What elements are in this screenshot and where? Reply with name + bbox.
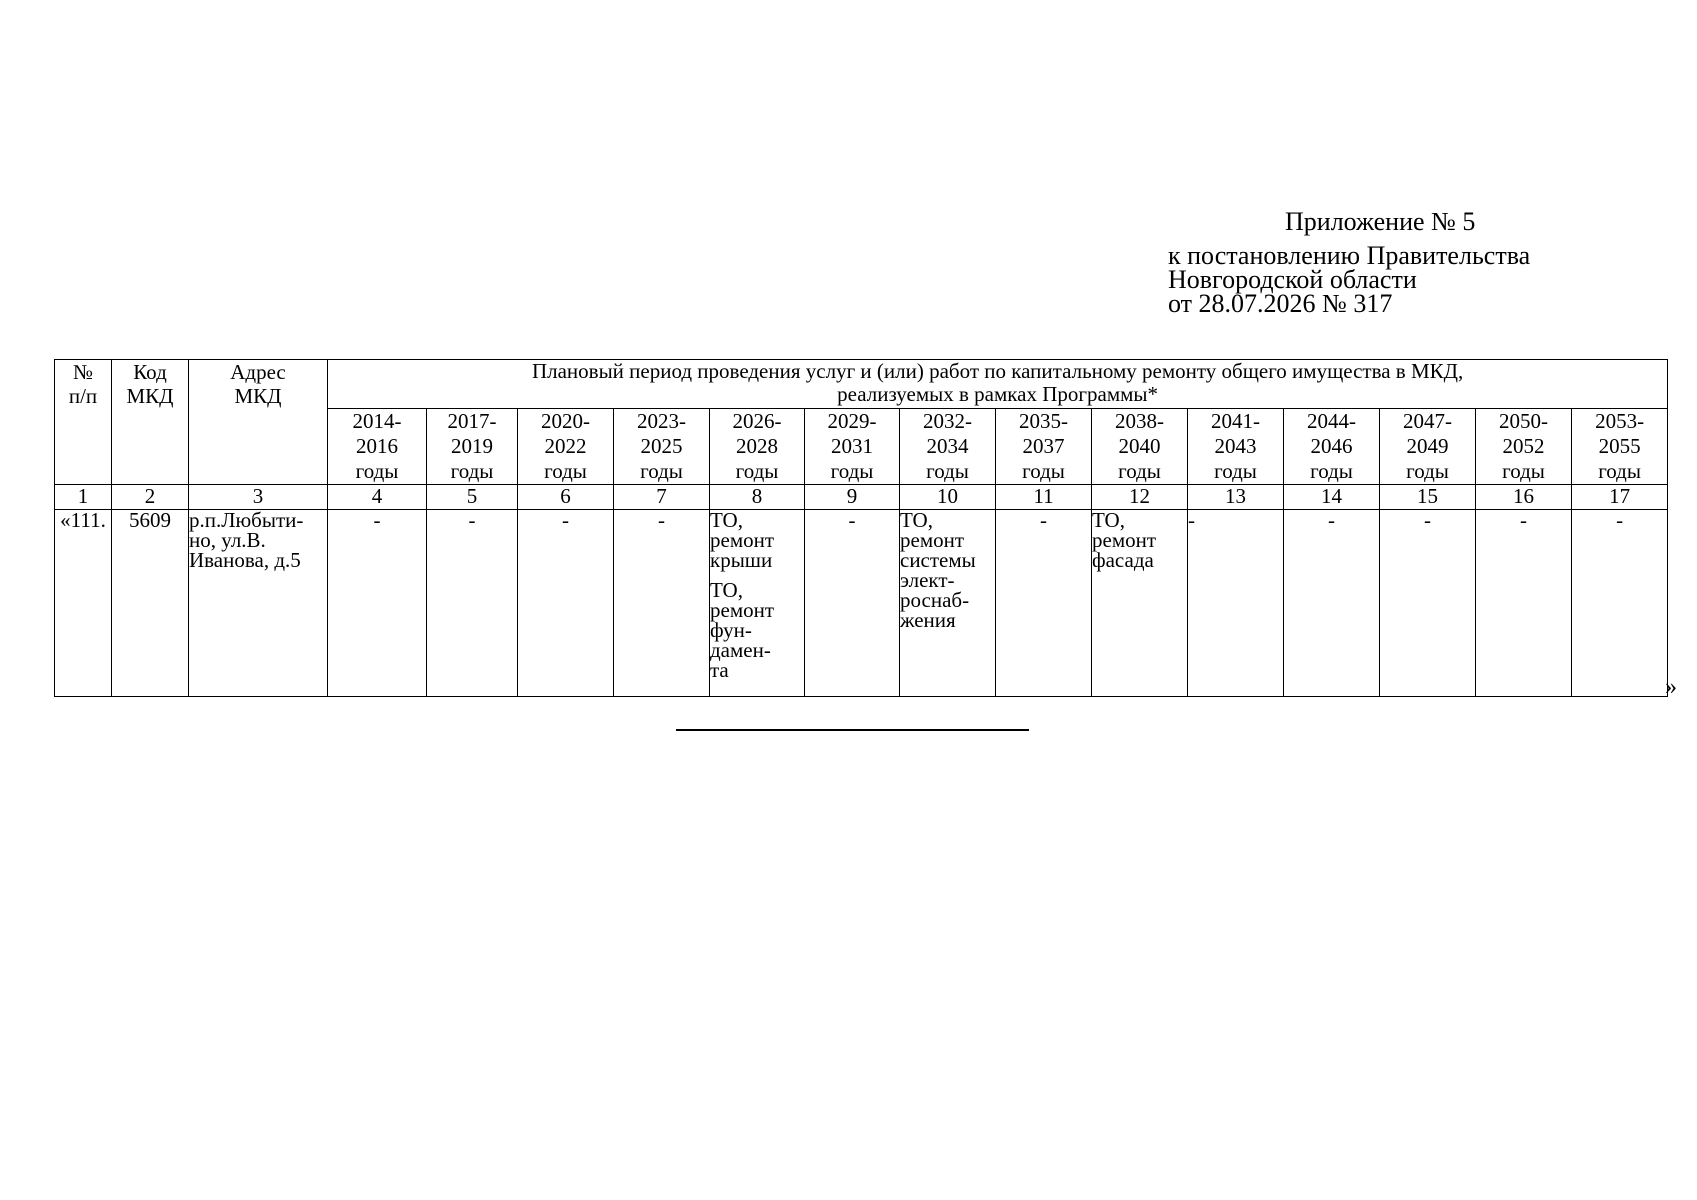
work-line: системы [900,548,976,572]
period-header-line: годы [1502,459,1545,483]
period-header-line: 2025 [640,434,683,458]
column-number: 9 [805,485,900,510]
period-cell [614,510,710,697]
period-header-line: 2022 [544,434,587,458]
column-number: 8 [710,485,805,510]
period-header-line: годы [355,459,399,483]
period-header [900,409,996,485]
period-header-line: 2053- [1595,409,1645,433]
row-code: 5609 [112,510,189,697]
period-header-line: 2047- [1403,409,1452,433]
column-number: 5 [427,485,518,510]
col-head-num: № п/п [55,360,112,485]
work-line: элект- [900,568,955,592]
work-line: жения [900,608,956,632]
annex-title: Приложение № 5 [1285,207,1476,236]
period-cell [1476,510,1572,697]
closing-quote: » [1665,674,1677,700]
column-number: 14 [1284,485,1380,510]
annex-line-2: Новгородской области [1168,265,1417,294]
period-header-line: годы [1022,459,1065,483]
work-line: фун- [710,618,752,642]
column-number: 6 [518,485,614,510]
period-cell [1188,510,1284,697]
period-header-line: 2052 [1502,434,1545,458]
period-header-line: 2043 [1214,434,1257,458]
column-number: 16 [1476,485,1572,510]
column-number: 7 [614,485,710,510]
period-header [328,409,427,485]
period-cell [710,510,805,697]
work-line: ремонт [1092,528,1157,552]
column-number: 4 [328,485,427,510]
period-header-line: годы [1406,459,1449,483]
col-head-code: Код МКД [112,360,189,485]
period-header [1380,409,1476,485]
work-line: та [710,658,729,682]
column-number: 2 [112,485,189,510]
work-line: ремонт [710,528,775,552]
work-line: дамен- [710,638,771,662]
work-line: фасада [1092,548,1154,572]
work-line: крыши [710,548,773,572]
period-header [1572,409,1668,485]
work-line: ТО, [710,578,743,602]
col-head-address: Адрес МКД [189,360,328,485]
period-header [1284,409,1380,485]
period-header-line: 2023- [637,409,686,433]
address-line: р.п.Любыти- [189,509,304,532]
address-line: но, ул.В. [189,528,266,552]
period-header-line: 2029- [827,409,877,433]
period-header-line: 2019 [451,434,493,458]
period-header [996,409,1092,485]
work-line: ТО, [900,509,933,532]
period-header-line: 2049 [1406,434,1449,458]
period-header-line: 2028 [736,434,778,458]
column-number: 12 [1092,485,1188,510]
period-cell [1092,510,1188,697]
work-line: ремонт [900,528,965,552]
period-header [1476,409,1572,485]
period-header-line: 2050- [1499,409,1548,433]
period-header-line: 2031 [831,434,873,458]
period-title: Плановый период проведения услуг и (или) работ по капитальному ремонту общего имущества в МКД, реализуемых в рамках Программы* [328,360,1668,409]
period-header-line: 2017- [447,409,497,433]
period-header-line: 2032- [923,409,972,433]
period-cell [805,510,900,697]
period-header [1092,409,1188,485]
work-line: ТО, [1092,509,1125,532]
work-line: - [658,509,665,532]
work-line: - [1616,509,1624,532]
period-header-line: годы [544,459,587,483]
capital-repair-table [54,359,1668,697]
period-header-line: годы [1310,459,1353,483]
period-header-line: 2046 [1310,434,1353,458]
annex-line-3: от 28.07.2026 № 317 [1168,289,1393,318]
work-line: роснаб- [900,588,970,612]
period-header [1188,409,1284,485]
period-header-line: 2038- [1115,409,1164,433]
row-num: «111. [55,510,112,697]
annex-line-1: к постановлению Правительства [1168,241,1531,270]
column-number: 3 [189,485,328,510]
period-header [710,409,805,485]
period-cell [1284,510,1380,697]
footer-rule [676,729,1029,731]
header-row-column-numbers [55,485,1668,510]
row-address [189,510,328,697]
period-header [427,409,518,485]
period-header-line: годы [830,459,874,483]
period-header-line: 2026- [732,409,782,433]
work-line: - [1424,509,1431,532]
column-number: 13 [1188,485,1284,510]
period-header-line: 2035- [1019,409,1068,433]
period-header-line: 2016 [356,434,398,458]
period-header-line: 2037 [1022,434,1065,458]
period-header [614,409,710,485]
column-number: 1 [55,485,112,510]
work-line: - [848,509,856,532]
period-header-line: 2020- [541,409,590,433]
column-number: 17 [1572,485,1668,510]
header-row-1 [55,360,1668,409]
period-cell [518,510,614,697]
period-header-line: 2055 [1598,434,1641,458]
column-number: 15 [1380,485,1476,510]
work-line: ТО, [710,509,743,532]
period-header-line: годы [735,459,779,483]
table-row [55,510,1668,697]
work-line: - [1328,509,1335,532]
period-header-line: 2034 [926,434,969,458]
period-header-line: годы [450,459,494,483]
work-line: - [1040,509,1047,532]
period-header-line: 2014- [352,409,402,433]
period-header-line: годы [640,459,683,483]
period-header-line: годы [926,459,969,483]
period-cell [1572,510,1668,697]
period-cell [996,510,1092,697]
period-header-line: годы [1118,459,1161,483]
period-header-line: 2044- [1307,409,1356,433]
work-line: - [373,509,381,532]
work-line: - [562,509,569,532]
period-cell [328,510,427,697]
period-header [518,409,614,485]
address-line: Иванова, д.5 [189,548,301,572]
period-header [805,409,900,485]
period-cell [427,510,518,697]
work-line: - [1520,509,1527,532]
work-line: - [468,509,476,532]
annex-reference [1168,241,1531,318]
column-number: 11 [996,485,1092,510]
period-header-line: 2040 [1118,434,1161,458]
work-line: - [1188,509,1195,532]
period-cell [1380,510,1476,697]
period-header-line: 2041- [1211,409,1260,433]
column-number: 10 [900,485,996,510]
period-header-line: годы [1214,459,1257,483]
work-line: ремонт [710,598,775,622]
period-cell [900,510,996,697]
period-header-line: годы [1598,459,1641,483]
